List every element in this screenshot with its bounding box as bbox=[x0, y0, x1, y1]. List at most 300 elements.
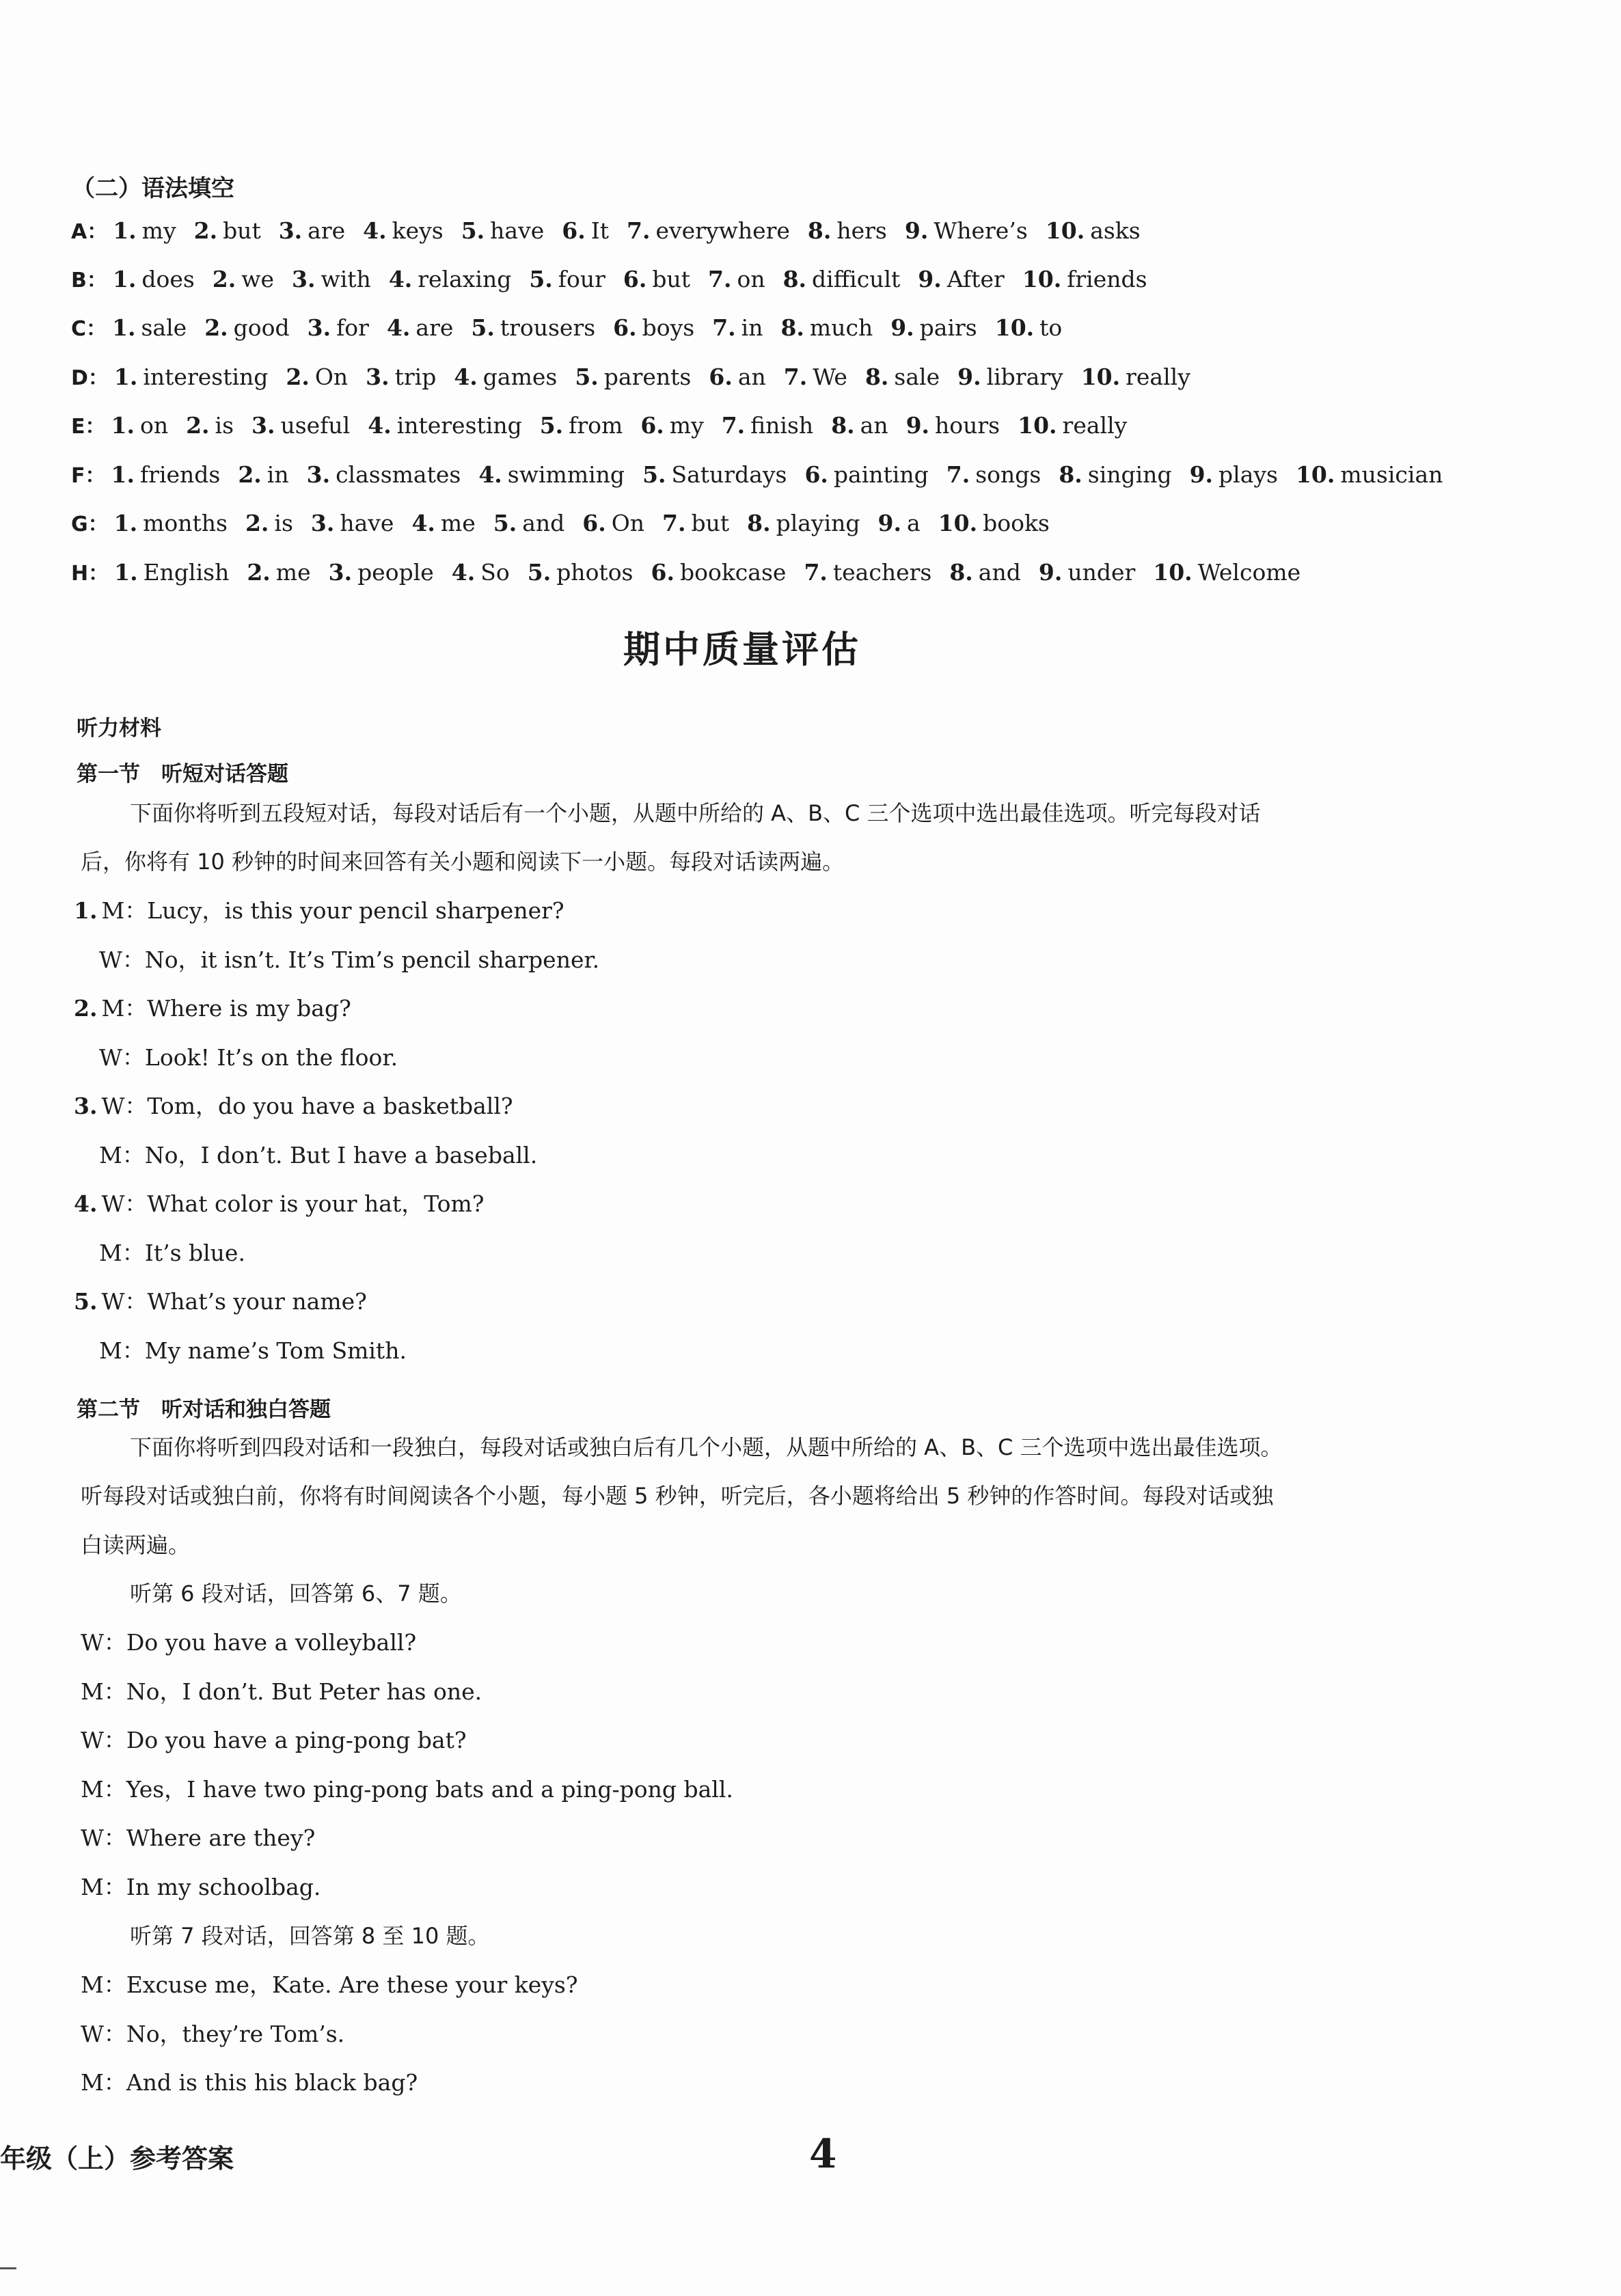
answer-row-label: C： bbox=[71, 317, 107, 341]
answer-word: painting bbox=[833, 461, 929, 488]
answer-item bbox=[712, 314, 763, 342]
dialog-text: W：Tom，do you have a basketball? bbox=[101, 1093, 513, 1119]
answer-number: 5. bbox=[529, 266, 553, 292]
answer-word: Saturdays bbox=[671, 461, 787, 488]
answer-item bbox=[562, 217, 609, 245]
answer-word: relaxing bbox=[418, 266, 512, 292]
answer-number: 5. bbox=[539, 412, 564, 439]
answer-word: is bbox=[274, 510, 293, 536]
answer-number: 1. bbox=[113, 364, 138, 390]
answer-word: people bbox=[357, 559, 434, 586]
answer-row-label: H： bbox=[71, 562, 109, 586]
answer-item bbox=[238, 461, 288, 489]
answer-item bbox=[1296, 461, 1443, 489]
answer-item bbox=[186, 412, 234, 439]
answer-word: finish bbox=[750, 412, 814, 439]
answer-word: sale bbox=[894, 364, 940, 390]
part2-instruction-line3: 白读两遍。 bbox=[81, 1532, 191, 1558]
dialog-line: M：Excuse me，Kate. Are these your keys? bbox=[81, 1971, 578, 1998]
answer-row bbox=[71, 510, 1067, 538]
dialog-line: M：No，I don’t. But Peter has one. bbox=[81, 1678, 482, 1705]
dialog-line: W：Do you have a volleyball? bbox=[81, 1629, 417, 1656]
answer-word: under bbox=[1067, 559, 1136, 586]
answer-word: musician bbox=[1340, 461, 1443, 488]
answer-number: 7. bbox=[712, 314, 736, 341]
answer-number: 2. bbox=[245, 510, 269, 536]
answer-item bbox=[112, 314, 187, 342]
answer-row-label: F： bbox=[71, 464, 106, 488]
answer-item bbox=[784, 364, 847, 391]
answer-number: 3. bbox=[306, 461, 331, 488]
answer-number: 2. bbox=[247, 559, 271, 586]
answer-item bbox=[529, 266, 605, 293]
answer-word: have bbox=[340, 510, 394, 536]
answer-word: are bbox=[308, 217, 346, 244]
answer-number: 6. bbox=[709, 364, 733, 390]
answer-item bbox=[329, 559, 434, 586]
answer-row bbox=[71, 266, 1165, 295]
dialog-text: M：Where is my bag? bbox=[101, 995, 351, 1022]
answer-word: with bbox=[321, 266, 371, 292]
answer-word: difficult bbox=[812, 266, 901, 292]
answer-item bbox=[1039, 559, 1135, 586]
answer-item bbox=[366, 364, 436, 391]
answer-word: books bbox=[983, 510, 1050, 536]
answer-number: 4. bbox=[386, 314, 411, 341]
answer-word: friends bbox=[1067, 266, 1147, 292]
answer-item bbox=[387, 314, 453, 342]
answer-number: 4. bbox=[388, 266, 413, 292]
answer-word: So bbox=[480, 559, 510, 586]
answer-number: 5. bbox=[642, 461, 666, 488]
answer-word: good bbox=[233, 314, 290, 341]
answer-row-label: B： bbox=[71, 269, 107, 292]
answer-number: 8. bbox=[807, 217, 832, 244]
answer-item bbox=[247, 559, 310, 586]
answer-word: and bbox=[978, 559, 1021, 586]
answer-item bbox=[949, 559, 1021, 586]
answer-number: 1. bbox=[111, 461, 135, 488]
answer-number: 6. bbox=[640, 412, 664, 439]
answer-number: 9. bbox=[890, 314, 914, 341]
answer-item bbox=[113, 266, 195, 293]
answer-word: to bbox=[1039, 314, 1063, 341]
answer-word: On bbox=[611, 510, 645, 536]
answer-number: 10. bbox=[938, 510, 978, 536]
answer-word: singing bbox=[1087, 461, 1172, 488]
answer-item bbox=[651, 559, 787, 586]
answer-row bbox=[71, 364, 1208, 392]
answer-item bbox=[311, 510, 394, 537]
part2-heading: 第二节 听对话和独白答题 bbox=[77, 1397, 331, 1422]
dialog-text: M：Lucy，is this your pencil sharpener? bbox=[101, 897, 564, 924]
answer-word: playing bbox=[776, 510, 860, 536]
answer-word: on bbox=[139, 412, 169, 439]
page-title: 期中质量评估 bbox=[623, 628, 861, 671]
answer-item bbox=[995, 314, 1063, 342]
answer-item bbox=[747, 510, 860, 537]
answer-item bbox=[114, 559, 229, 586]
edge-mark bbox=[0, 2267, 16, 2269]
question-number: 4. bbox=[74, 1190, 98, 1217]
answer-word: trip bbox=[394, 364, 437, 390]
answer-number: 2. bbox=[193, 217, 218, 244]
answer-word: four bbox=[558, 266, 605, 292]
answer-number: 10. bbox=[1018, 412, 1057, 439]
answer-number: 4. bbox=[454, 364, 478, 390]
dialog-line: M：Yes，I have two ping-pong bats and a ping-pong ball. bbox=[81, 1776, 733, 1803]
answer-number: 8. bbox=[747, 510, 771, 536]
answer-number: 2. bbox=[286, 364, 310, 390]
part1-instruction-line2: 后，你将有 10 秒钟的时间来回答有关小题和阅读下一小题。每段对话读两遍。 bbox=[81, 849, 845, 875]
answer-item bbox=[1022, 266, 1147, 293]
answer-number: 3. bbox=[307, 314, 331, 341]
answer-word: trousers bbox=[500, 314, 596, 341]
answer-number: 1. bbox=[112, 314, 136, 341]
answer-item bbox=[722, 412, 813, 439]
answer-item bbox=[194, 217, 261, 245]
answer-word: but bbox=[223, 217, 261, 244]
answer-word: a bbox=[906, 510, 921, 536]
dialog-line bbox=[99, 1240, 245, 1267]
answer-word: boys bbox=[642, 314, 695, 341]
answer-number: 5. bbox=[493, 510, 517, 536]
dialog-line: M：And is this his black bag? bbox=[81, 2069, 418, 2096]
answer-word: Where’s bbox=[934, 217, 1028, 244]
page-number: 4 bbox=[809, 2131, 837, 2177]
answer-word: in bbox=[267, 461, 289, 488]
dialog-text: M：No，I don’t. But I have a baseball. bbox=[99, 1142, 538, 1168]
answer-word: hours bbox=[935, 412, 1000, 439]
answer-item bbox=[642, 461, 787, 489]
dialog-text: W：No，it isn’t. It’s Tim’s pencil sharpener. bbox=[99, 946, 600, 973]
answer-number: 8. bbox=[780, 314, 804, 341]
answer-word: photos bbox=[556, 559, 634, 586]
answer-item bbox=[493, 510, 565, 537]
answer-number: 1. bbox=[113, 217, 137, 244]
answer-word: It bbox=[590, 217, 610, 244]
answer-number: 6. bbox=[582, 510, 606, 536]
dialog7-intro: 听第 7 段对话，回答第 8 至 10 题。 bbox=[130, 1923, 490, 1949]
answer-item bbox=[292, 266, 371, 293]
answer-item bbox=[454, 364, 557, 391]
answer-number: 6. bbox=[623, 266, 647, 292]
answer-item bbox=[575, 364, 691, 391]
answer-word: we bbox=[241, 266, 275, 292]
answer-number: 4. bbox=[451, 559, 476, 586]
answer-word: On bbox=[314, 364, 349, 390]
answer-number: 9. bbox=[957, 364, 981, 390]
answer-item bbox=[1018, 412, 1127, 439]
answer-item bbox=[905, 217, 1028, 245]
answer-number: 5. bbox=[575, 364, 599, 390]
answer-number: 7. bbox=[946, 461, 970, 488]
question-number: 5. bbox=[74, 1288, 98, 1315]
answer-number: 3. bbox=[251, 412, 275, 439]
grammar-section-heading: （二）语法填空 bbox=[72, 175, 234, 202]
answer-item bbox=[804, 461, 928, 489]
dialog-text: W：What’s your name? bbox=[101, 1288, 367, 1315]
answer-word: my bbox=[669, 412, 704, 439]
answer-word: in bbox=[741, 314, 763, 341]
dialog-text: M：My name’s Tom Smith. bbox=[99, 1337, 407, 1364]
answer-number: 9. bbox=[904, 217, 929, 244]
answer-number: 7. bbox=[627, 217, 651, 244]
answer-number: 10. bbox=[1045, 217, 1085, 244]
answer-row bbox=[71, 559, 1318, 588]
answer-word: does bbox=[141, 266, 195, 292]
answer-item bbox=[878, 510, 921, 537]
answer-item bbox=[528, 559, 634, 586]
answer-item bbox=[471, 314, 595, 342]
answer-number: 3. bbox=[310, 510, 335, 536]
answer-number: 4. bbox=[478, 461, 502, 488]
answer-word: library bbox=[986, 364, 1063, 390]
answer-item bbox=[918, 266, 1004, 293]
answer-item bbox=[363, 217, 444, 245]
answer-number: 5. bbox=[471, 314, 495, 341]
answer-word: English bbox=[143, 559, 230, 586]
answer-item bbox=[780, 314, 873, 342]
answer-word: months bbox=[143, 510, 228, 536]
answer-number: 1. bbox=[111, 412, 135, 439]
answer-number: 3. bbox=[292, 266, 316, 292]
answer-word: plays bbox=[1218, 461, 1278, 488]
answer-number: 8. bbox=[1059, 461, 1082, 488]
answer-number: 10. bbox=[994, 314, 1035, 341]
answer-number: 7. bbox=[721, 412, 746, 439]
answer-item bbox=[286, 364, 348, 391]
dialog-line: W：Do you have a ping-pong bat? bbox=[81, 1727, 467, 1753]
answer-word: is bbox=[215, 412, 234, 439]
answer-number: 1. bbox=[113, 510, 138, 536]
answer-number: 6. bbox=[651, 559, 675, 586]
answer-word: hers bbox=[836, 217, 887, 244]
footer-book-title: 年级（上）参考答案 bbox=[0, 2144, 234, 2174]
answer-item bbox=[113, 217, 176, 245]
answer-row-label: E： bbox=[71, 415, 106, 439]
answer-word: and bbox=[522, 510, 565, 536]
answer-item bbox=[640, 412, 703, 439]
answer-number: 9. bbox=[905, 412, 930, 439]
answer-item bbox=[808, 217, 887, 245]
dialog-line: W：No，they’re Tom’s. bbox=[81, 2021, 345, 2047]
dialog-line bbox=[99, 946, 599, 974]
answer-item bbox=[957, 364, 1063, 391]
answer-number: 8. bbox=[949, 559, 973, 586]
answer-word: for bbox=[336, 314, 369, 341]
answer-number: 2. bbox=[212, 266, 236, 292]
answer-word: interesting bbox=[143, 364, 269, 390]
answer-item bbox=[662, 510, 729, 537]
answer-row-label: A： bbox=[71, 220, 108, 244]
answer-word: games bbox=[482, 364, 558, 390]
dialog-text: M：It’s blue. bbox=[99, 1240, 245, 1266]
answer-item bbox=[307, 461, 461, 489]
answer-number: 9. bbox=[1038, 559, 1063, 586]
answer-word: parents bbox=[603, 364, 692, 390]
answer-word: me bbox=[275, 559, 311, 586]
answer-number: 1. bbox=[112, 266, 137, 292]
part2-instruction-line2: 听每段对话或独白前，你将有时间阅读各个小题，每小题 5 秒钟，听完后，各小题将给出 5 秒钟的作答时间。每段对话或独 bbox=[81, 1483, 1274, 1509]
answer-item bbox=[411, 510, 475, 537]
answer-item bbox=[627, 217, 790, 245]
answer-item bbox=[251, 412, 350, 439]
answer-word: but bbox=[691, 510, 730, 536]
dialog-line: M：In my schoolbag. bbox=[81, 1874, 321, 1900]
answer-item bbox=[946, 461, 1041, 489]
question-number: 1. bbox=[74, 897, 98, 924]
dialog-text: W：What color is your hat，Tom? bbox=[101, 1190, 485, 1217]
answer-item bbox=[308, 314, 369, 342]
answer-row bbox=[71, 461, 1460, 490]
dialog-line bbox=[74, 1288, 367, 1315]
answer-item bbox=[1190, 461, 1278, 489]
answer-word: really bbox=[1126, 364, 1190, 390]
answer-number: 8. bbox=[831, 412, 855, 439]
dialog-line bbox=[99, 1044, 398, 1071]
answer-item bbox=[708, 266, 765, 293]
dialog-line bbox=[74, 1190, 485, 1218]
answer-number: 5. bbox=[461, 217, 485, 244]
answer-word: much bbox=[809, 314, 873, 341]
answer-number: 5. bbox=[527, 559, 551, 586]
answer-word: useful bbox=[280, 412, 351, 439]
answer-word: my bbox=[141, 217, 176, 244]
answer-word: are bbox=[416, 314, 454, 341]
answer-number: 2. bbox=[186, 412, 210, 439]
answer-item bbox=[111, 412, 169, 439]
answer-item bbox=[865, 364, 940, 391]
answer-number: 10. bbox=[1295, 461, 1335, 488]
answer-number: 7. bbox=[783, 364, 808, 390]
question-number: 2. bbox=[74, 995, 98, 1022]
answer-item bbox=[906, 412, 1000, 439]
answer-word: sale bbox=[141, 314, 187, 341]
listening-heading: 听力材料 bbox=[77, 716, 161, 741]
dialog-line bbox=[99, 1337, 407, 1365]
answer-item bbox=[831, 412, 888, 439]
answer-number: 6. bbox=[613, 314, 637, 341]
answer-word: really bbox=[1062, 412, 1128, 439]
answer-word: asks bbox=[1090, 217, 1141, 244]
answer-word: pairs bbox=[919, 314, 977, 341]
answer-word: songs bbox=[975, 461, 1041, 488]
answer-item bbox=[114, 510, 228, 537]
answer-item bbox=[783, 266, 901, 293]
answer-word: everywhere bbox=[655, 217, 790, 244]
answer-item bbox=[1046, 217, 1141, 245]
answer-word: on bbox=[737, 266, 765, 292]
answer-number: 1. bbox=[114, 559, 138, 586]
answer-word: me bbox=[440, 510, 476, 536]
dialog-line bbox=[74, 1093, 513, 1120]
answer-word: classmates bbox=[336, 461, 461, 488]
dialog-line: W：Where are they? bbox=[81, 1824, 316, 1851]
answer-number: 10. bbox=[1153, 559, 1193, 586]
part1-instruction-line1: 下面你将听到五段短对话，每段对话后有一个小题，从题中所给的 A、B、C 三个选项中选出最佳选项。听完每段对话 bbox=[130, 800, 1261, 826]
answer-word: have bbox=[490, 217, 545, 244]
dialog6-intro: 听第 6 段对话，回答第 6、7 题。 bbox=[130, 1581, 462, 1607]
answer-item bbox=[613, 314, 694, 342]
answer-item bbox=[452, 559, 510, 586]
answer-number: 7. bbox=[804, 559, 828, 586]
answer-row bbox=[71, 412, 1145, 441]
answer-item bbox=[582, 510, 644, 537]
answer-item bbox=[1153, 559, 1300, 586]
answer-number: 6. bbox=[562, 217, 586, 244]
answer-item bbox=[461, 217, 545, 245]
answer-number: 10. bbox=[1080, 364, 1121, 390]
answer-item bbox=[890, 314, 977, 342]
answer-item bbox=[1081, 364, 1190, 391]
answer-item bbox=[245, 510, 293, 537]
answer-item bbox=[213, 266, 274, 293]
part1-heading: 第一节 听短对话答题 bbox=[77, 762, 288, 787]
answer-item bbox=[1059, 461, 1171, 489]
answer-item bbox=[478, 461, 625, 489]
answer-number: 7. bbox=[708, 266, 732, 292]
answer-word: but bbox=[652, 266, 691, 292]
answer-word: Welcome bbox=[1197, 559, 1301, 586]
answer-word: After bbox=[946, 266, 1005, 292]
question-number: 3. bbox=[74, 1093, 98, 1119]
dialog-line bbox=[74, 897, 564, 925]
answer-row bbox=[71, 217, 1158, 246]
answer-number: 4. bbox=[363, 217, 387, 244]
answer-item bbox=[389, 266, 512, 293]
answer-number: 3. bbox=[278, 217, 303, 244]
dialog-text: W：Look! It’s on the floor. bbox=[99, 1044, 398, 1071]
answer-word: an bbox=[860, 412, 888, 439]
answer-item bbox=[279, 217, 345, 245]
answer-item bbox=[623, 266, 690, 293]
answer-word: friends bbox=[139, 461, 221, 488]
answer-word: teachers bbox=[832, 559, 932, 586]
dialog-line bbox=[74, 995, 351, 1022]
answer-item bbox=[540, 412, 623, 439]
answer-number: 8. bbox=[864, 364, 889, 390]
answer-item bbox=[938, 510, 1050, 537]
answer-number: 10. bbox=[1022, 266, 1062, 292]
answer-item bbox=[204, 314, 289, 342]
dialog-line bbox=[99, 1142, 537, 1169]
answer-item bbox=[709, 364, 765, 391]
answer-number: 4. bbox=[411, 510, 435, 536]
answer-word: keys bbox=[392, 217, 444, 244]
answer-word: We bbox=[813, 364, 847, 390]
answer-word: bookcase bbox=[679, 559, 787, 586]
answer-row bbox=[71, 314, 1080, 343]
answer-word: from bbox=[569, 412, 623, 439]
answer-item bbox=[368, 412, 521, 439]
answer-item bbox=[111, 461, 221, 489]
answer-item bbox=[804, 559, 931, 586]
answer-number: 3. bbox=[328, 559, 353, 586]
answer-row-label: D： bbox=[71, 366, 109, 390]
answer-word: swimming bbox=[507, 461, 625, 488]
answer-number: 9. bbox=[918, 266, 942, 292]
part2-instruction-line1: 下面你将听到四段对话和一段独白，每段对话或独白后有几个小题，从题中所给的 A、B、C 三个选项中选出最佳选项。 bbox=[130, 1434, 1283, 1460]
answer-word: an bbox=[737, 364, 766, 390]
answer-item bbox=[114, 364, 268, 391]
answer-number: 4. bbox=[368, 412, 392, 439]
answer-number: 9. bbox=[877, 510, 901, 536]
answer-number: 9. bbox=[1189, 461, 1214, 488]
answer-row-label: G： bbox=[71, 512, 109, 536]
answer-word: interesting bbox=[396, 412, 522, 439]
answer-number: 2. bbox=[204, 314, 228, 341]
